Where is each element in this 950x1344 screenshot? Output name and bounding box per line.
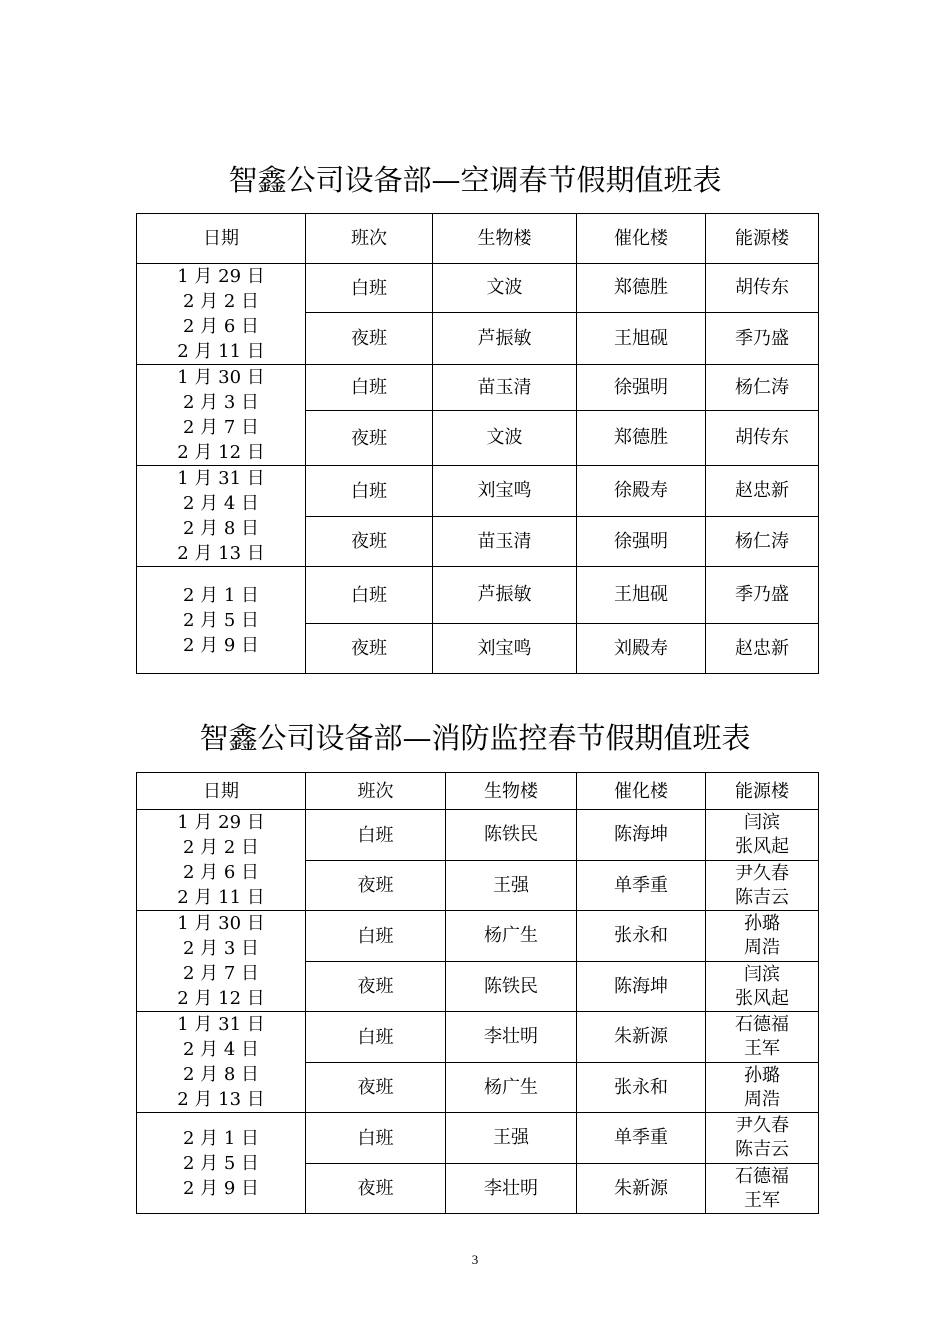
date-line: 2 月 7 日 bbox=[182, 963, 260, 984]
bio-building-cell bbox=[446, 861, 577, 911]
catalysis-building-cell bbox=[577, 962, 706, 1012]
shift-cell: 夜班 bbox=[306, 861, 446, 911]
staff-name: 周浩 bbox=[744, 937, 780, 958]
energy-building-cell bbox=[706, 1113, 819, 1164]
staff-name: 李壮明 bbox=[484, 1026, 538, 1047]
staff-name: 刘宝鸣 bbox=[477, 637, 532, 659]
shift-cell: 夜班 bbox=[306, 962, 446, 1012]
bio-building-cell bbox=[433, 411, 577, 466]
catalysis-building-cell bbox=[577, 911, 706, 962]
shift-cell: 白班 bbox=[306, 264, 433, 313]
date-line: 2 月 9 日 bbox=[182, 1177, 260, 1199]
staff-name: 季乃盛 bbox=[735, 327, 789, 349]
energy-building-cell bbox=[706, 1164, 819, 1214]
bio-building-cell bbox=[433, 264, 577, 313]
energy-building-cell bbox=[706, 861, 819, 911]
date-line: 2 月 5 日 bbox=[182, 609, 260, 631]
bio-building-cell bbox=[433, 466, 577, 517]
date-line: 2 月 1 日 bbox=[182, 584, 260, 606]
header-date: 日期 bbox=[137, 773, 306, 810]
bio-building-cell bbox=[446, 962, 577, 1012]
energy-building-cell bbox=[706, 313, 819, 365]
staff-name: 朱新源 bbox=[614, 1177, 668, 1199]
staff-name: 张永和 bbox=[614, 925, 668, 946]
catalysis-building-cell bbox=[577, 861, 706, 911]
staff-name: 胡传东 bbox=[735, 277, 789, 299]
energy-building-cell bbox=[706, 1012, 819, 1063]
bio-building-cell bbox=[446, 1113, 577, 1164]
staff-name: 陈吉云 bbox=[735, 886, 789, 908]
staff-name: 郑德胜 bbox=[614, 427, 668, 448]
date-line: 2 月 12 日 bbox=[177, 442, 265, 463]
catalysis-building-cell bbox=[577, 624, 706, 674]
staff-name: 朱新源 bbox=[614, 1026, 668, 1047]
table-1-title: 智鑫公司设备部—空调春节假期值班表 bbox=[228, 163, 722, 197]
staff-name: 王旭砚 bbox=[614, 584, 668, 605]
table-header-row bbox=[137, 214, 819, 264]
energy-building-cell bbox=[706, 365, 819, 411]
staff-name: 刘宝鸣 bbox=[477, 480, 532, 501]
date-line: 1 月 31 日 bbox=[177, 468, 265, 489]
staff-name: 苗玉清 bbox=[477, 530, 532, 552]
shift-cell: 夜班 bbox=[306, 517, 433, 567]
staff-name: 王旭砚 bbox=[614, 327, 668, 349]
date-cell bbox=[137, 1113, 306, 1214]
staff-name: 石德福 bbox=[735, 1014, 789, 1035]
energy-building-cell bbox=[706, 517, 819, 567]
shift-cell: 白班 bbox=[306, 1113, 446, 1164]
page-number: 3 bbox=[471, 1252, 479, 1267]
date-line: 2 月 13 日 bbox=[177, 1089, 265, 1110]
date-line: 2 月 3 日 bbox=[182, 938, 260, 959]
table-row bbox=[137, 365, 819, 411]
staff-name: 杨仁涛 bbox=[735, 376, 789, 398]
bio-building-cell bbox=[433, 517, 577, 567]
shift-cell: 夜班 bbox=[306, 624, 433, 674]
staff-name: 王强 bbox=[493, 874, 529, 896]
staff-name: 陈吉云 bbox=[735, 1139, 789, 1160]
bio-building-cell bbox=[446, 1164, 577, 1214]
staff-name: 杨广生 bbox=[484, 1076, 538, 1098]
catalysis-building-cell bbox=[577, 810, 706, 861]
aircon-duty-table bbox=[136, 213, 819, 674]
catalysis-building-cell bbox=[577, 517, 706, 567]
staff-name: 李壮明 bbox=[484, 1177, 538, 1199]
catalysis-building-cell bbox=[577, 466, 706, 517]
bio-building-cell bbox=[433, 365, 577, 411]
catalysis-building-cell bbox=[577, 365, 706, 411]
staff-name: 单季重 bbox=[614, 874, 668, 896]
header-shift: 班次 bbox=[306, 773, 446, 810]
shift-cell: 夜班 bbox=[306, 1164, 446, 1214]
date-line: 1 月 31 日 bbox=[177, 1014, 265, 1035]
staff-name: 郑德胜 bbox=[614, 277, 668, 299]
date-line: 2 月 13 日 bbox=[177, 543, 265, 564]
staff-name: 杨仁涛 bbox=[735, 530, 789, 552]
date-line: 2 月 8 日 bbox=[182, 518, 260, 539]
staff-name: 王军 bbox=[744, 1189, 780, 1211]
shift-cell: 夜班 bbox=[306, 411, 433, 466]
table-row bbox=[137, 466, 819, 517]
staff-name: 赵忠新 bbox=[735, 480, 789, 501]
shift-cell: 夜班 bbox=[306, 1063, 446, 1113]
staff-name: 孙璐 bbox=[744, 913, 780, 934]
staff-name: 张风起 bbox=[735, 987, 789, 1009]
staff-name: 芦振敏 bbox=[477, 327, 532, 349]
staff-name: 周浩 bbox=[744, 1088, 780, 1110]
energy-building-cell bbox=[706, 962, 819, 1012]
date-line: 2 月 8 日 bbox=[182, 1064, 260, 1085]
staff-name: 石德福 bbox=[735, 1165, 789, 1187]
header-bio-building: 生物楼 bbox=[433, 214, 577, 264]
table-row bbox=[137, 264, 819, 313]
date-cell bbox=[137, 911, 306, 1012]
date-cell bbox=[137, 264, 306, 365]
date-cell bbox=[137, 1012, 306, 1113]
shift-cell: 白班 bbox=[306, 365, 433, 411]
energy-building-cell bbox=[706, 1063, 819, 1113]
staff-name: 季乃盛 bbox=[735, 584, 789, 605]
catalysis-building-cell bbox=[577, 1113, 706, 1164]
catalysis-building-cell bbox=[577, 1012, 706, 1063]
staff-name: 胡传东 bbox=[735, 427, 789, 448]
bio-building-cell bbox=[433, 624, 577, 674]
table-header-row bbox=[137, 773, 819, 810]
date-line: 2 月 12 日 bbox=[177, 988, 265, 1009]
shift-cell: 白班 bbox=[306, 466, 433, 517]
date-cell bbox=[137, 567, 306, 674]
staff-name: 陈铁民 bbox=[484, 824, 538, 845]
catalysis-building-cell bbox=[577, 1164, 706, 1214]
table-row bbox=[137, 1012, 819, 1063]
date-line: 1 月 29 日 bbox=[177, 266, 265, 287]
shift-cell: 白班 bbox=[306, 810, 446, 861]
staff-name: 闫滨 bbox=[744, 812, 780, 833]
energy-building-cell bbox=[706, 810, 819, 861]
staff-name: 尹久春 bbox=[735, 1115, 789, 1136]
date-line: 2 月 4 日 bbox=[182, 1039, 260, 1060]
header-date: 日期 bbox=[137, 214, 306, 264]
staff-name: 徐强明 bbox=[614, 530, 668, 552]
header-catalysis-building: 催化楼 bbox=[577, 214, 706, 264]
header-bio-building: 生物楼 bbox=[446, 773, 577, 810]
shift-cell: 夜班 bbox=[306, 313, 433, 365]
energy-building-cell bbox=[706, 911, 819, 962]
bio-building-cell bbox=[433, 567, 577, 624]
energy-building-cell bbox=[706, 411, 819, 466]
staff-name: 文波 bbox=[486, 277, 523, 299]
date-line: 2 月 5 日 bbox=[182, 1152, 260, 1174]
staff-name: 刘殿寿 bbox=[614, 637, 668, 659]
staff-name: 单季重 bbox=[614, 1127, 668, 1148]
date-line: 2 月 6 日 bbox=[182, 316, 260, 337]
fire-monitor-duty-table bbox=[136, 772, 819, 1214]
catalysis-building-cell bbox=[577, 567, 706, 624]
header-shift: 班次 bbox=[306, 214, 433, 264]
shift-cell: 白班 bbox=[306, 1012, 446, 1063]
date-line: 2 月 11 日 bbox=[177, 341, 265, 362]
table-row bbox=[137, 567, 819, 624]
staff-name: 王军 bbox=[744, 1038, 780, 1059]
staff-name: 陈海坤 bbox=[614, 824, 668, 845]
date-line: 1 月 30 日 bbox=[177, 913, 265, 934]
table-row bbox=[137, 911, 819, 962]
table-2-title: 智鑫公司设备部—消防监控春节假期值班表 bbox=[199, 721, 751, 755]
staff-name: 芦振敏 bbox=[477, 584, 532, 605]
catalysis-building-cell bbox=[577, 1063, 706, 1113]
catalysis-building-cell bbox=[577, 411, 706, 466]
table-row bbox=[137, 1113, 819, 1164]
staff-name: 徐强明 bbox=[614, 376, 668, 398]
date-line: 2 月 1 日 bbox=[182, 1127, 260, 1149]
energy-building-cell bbox=[706, 567, 819, 624]
staff-name: 赵忠新 bbox=[735, 637, 789, 659]
staff-name: 杨广生 bbox=[484, 925, 538, 946]
energy-building-cell bbox=[706, 264, 819, 313]
date-line: 1 月 30 日 bbox=[177, 367, 265, 388]
date-line: 2 月 9 日 bbox=[182, 634, 260, 656]
staff-name: 张风起 bbox=[735, 836, 789, 857]
table-row bbox=[137, 810, 819, 861]
shift-cell: 白班 bbox=[306, 911, 446, 962]
catalysis-building-cell bbox=[577, 264, 706, 313]
header-energy-building: 能源楼 bbox=[706, 214, 819, 264]
staff-name: 陈铁民 bbox=[484, 975, 538, 997]
date-cell bbox=[137, 466, 306, 567]
staff-name: 王强 bbox=[493, 1127, 529, 1148]
staff-name: 陈海坤 bbox=[614, 975, 668, 997]
shift-cell: 白班 bbox=[306, 567, 433, 624]
energy-building-cell bbox=[706, 624, 819, 674]
header-catalysis-building: 催化楼 bbox=[577, 773, 706, 810]
date-line: 1 月 29 日 bbox=[177, 812, 265, 833]
staff-name: 闫滨 bbox=[744, 963, 780, 985]
date-line: 2 月 6 日 bbox=[182, 862, 260, 883]
header-energy-building: 能源楼 bbox=[706, 773, 819, 810]
bio-building-cell bbox=[446, 911, 577, 962]
date-cell bbox=[137, 365, 306, 466]
bio-building-cell bbox=[433, 313, 577, 365]
date-cell bbox=[137, 810, 306, 911]
date-line: 2 月 3 日 bbox=[182, 392, 260, 413]
staff-name: 孙璐 bbox=[744, 1064, 780, 1086]
energy-building-cell bbox=[706, 466, 819, 517]
date-line: 2 月 7 日 bbox=[182, 417, 260, 438]
staff-name: 苗玉清 bbox=[477, 376, 532, 398]
date-line: 2 月 2 日 bbox=[182, 291, 260, 312]
staff-name: 文波 bbox=[486, 427, 523, 448]
bio-building-cell bbox=[446, 1063, 577, 1113]
staff-name: 尹久春 bbox=[735, 862, 789, 884]
bio-building-cell bbox=[446, 810, 577, 861]
date-line: 2 月 4 日 bbox=[182, 493, 260, 514]
date-line: 2 月 11 日 bbox=[177, 887, 265, 908]
bio-building-cell bbox=[446, 1012, 577, 1063]
date-line: 2 月 2 日 bbox=[182, 837, 260, 858]
staff-name: 张永和 bbox=[614, 1076, 668, 1098]
staff-name: 徐殿寿 bbox=[614, 480, 668, 501]
catalysis-building-cell bbox=[577, 313, 706, 365]
